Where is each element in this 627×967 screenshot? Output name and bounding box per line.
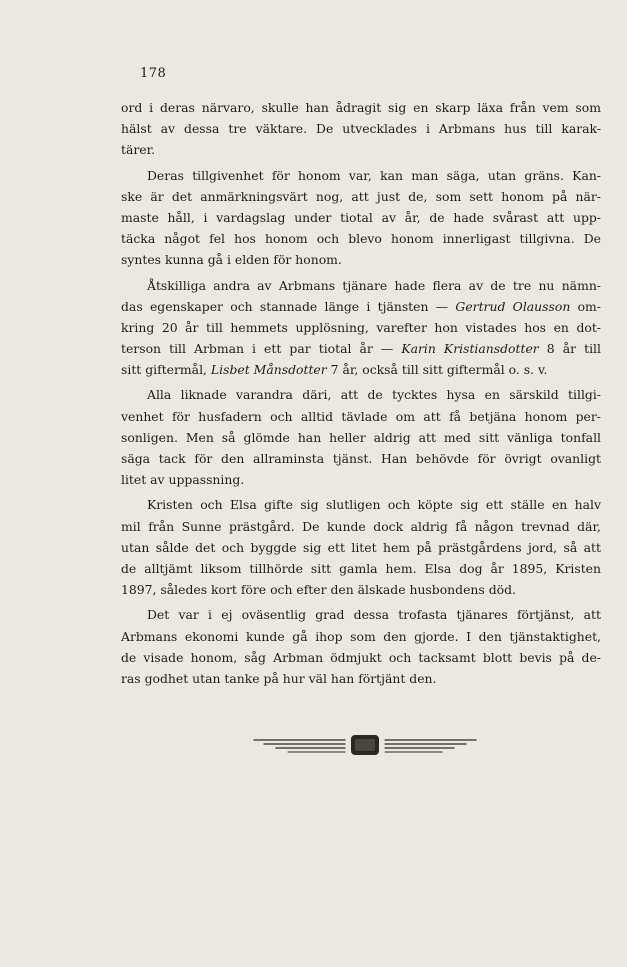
text-line [121, 207, 601, 228]
text-segment: de visade honom, såg Arbman ödmjukt och tacksamt blott bevis på de- [121, 649, 601, 665]
text-line [121, 647, 601, 668]
text-line [121, 427, 601, 448]
text-line [121, 469, 601, 490]
text-line [121, 296, 601, 317]
text-segment: de alltjämt liksom tillhörde sitt gamla hem. Elsa dog år 1895, Kristen [121, 560, 601, 576]
text-segment: hälst av dessa tre väktare. De utvecklades i Arbmans hus till karak- [121, 121, 601, 137]
text-segment: Deras tillgivenhet för honom var, kan man säga, utan gräns. Kan- [147, 167, 601, 183]
person-name: Lisbet Månsdotter [210, 362, 327, 378]
text-line [121, 118, 601, 139]
text-segment: kring 20 år till hemmets upplösning, varefter hon vistades hos en dot- [121, 319, 601, 335]
text-segment: tärer. [121, 142, 156, 158]
text-segment: sitt giftermål, [121, 362, 211, 378]
text-segment: ord i deras närvaro, skulle han ådragit sig en skarp läxa från vem som [121, 100, 601, 115]
text-segment: das egenskaper och stannade länge i tjänsten — [121, 298, 456, 314]
text-segment: utan sålde det och byggde sig ett litet hem på prästgårdens jord, så att [121, 539, 601, 555]
body-text [121, 97, 601, 689]
text-line [121, 558, 601, 579]
text-segment: 1897, således kort före och efter den älskade husbondens död. [121, 582, 516, 598]
page-number: 178 [140, 66, 167, 81]
text-line [121, 165, 601, 186]
ornament-divider-icon [250, 730, 480, 758]
text-line [121, 537, 601, 558]
text-segment: täcka något fel hos honom och blevo honom innerligast tillgivna. De [121, 231, 601, 247]
text-line [121, 275, 601, 296]
text-line [121, 494, 601, 515]
text-segment: mil från Sunne prästgård. De kunde dock aldrig få någon trevnad där, [121, 518, 601, 534]
person-name: Karin Kristiansdotter [401, 341, 539, 357]
text-segment: maste håll, i vardagslag under tiotal av år, de hade svårast att upp- [121, 209, 601, 225]
text-segment: 7 år, också till sitt giftermål o. s. v. [326, 362, 548, 378]
text-segment: syntes kunna gå i elden för honom. [121, 252, 342, 268]
text-line [121, 448, 601, 469]
text-segment: Åtskilliga andra av Arbmans tjänare hade flera av de tre nu nämn- [147, 277, 601, 293]
text-segment: Det var i ej oväsentlig grad dessa trofasta tjänares förtjänst, att [147, 607, 601, 623]
text-segment: ras godhet utan tanke på hur väl han förtjänt den. [121, 670, 437, 686]
text-segment: terson till Arbman i ett par tiotal år — [121, 341, 402, 357]
text-line [121, 626, 601, 647]
text-line [121, 249, 601, 270]
text-segment: ske är det anmärkningsvärt nog, att just de, som sett honom på när- [121, 188, 601, 204]
text-line [121, 668, 601, 689]
text-line [121, 186, 601, 207]
text-line [121, 516, 601, 537]
text-segment: säga tack för den allraminsta tjänst. Han behövde för övrigt ovanligt [121, 451, 601, 466]
text-line [121, 228, 601, 249]
text-segment: sonligen. Men så glömde han heller aldrig att med sitt vänliga tonfall [121, 429, 601, 445]
person-name: Gertrud Olausson [455, 298, 571, 314]
text-line [121, 579, 601, 600]
text-segment: Arbmans ekonomi kunde gå ihop som den gjorde. I den tjänstaktighet, [121, 628, 601, 644]
text-segment: om- [570, 298, 601, 314]
text-line [121, 359, 601, 380]
text-segment: 8 år till [538, 341, 601, 357]
text-line [121, 139, 601, 160]
text-line [121, 338, 601, 359]
text-segment: litet av uppassning. [121, 472, 245, 488]
text-line [121, 384, 601, 405]
text-segment: Alla liknade varandra däri, att de tycktes hysa en särskild tillgi- [147, 387, 601, 403]
text-line [121, 604, 601, 625]
text-line [121, 317, 601, 338]
text-line [121, 406, 601, 427]
text-line [121, 97, 601, 118]
text-segment: venhet för husfadern och alltid tävlade om att få betjäna honom per- [121, 408, 601, 424]
text-segment: Kristen och Elsa gifte sig slutligen och köpte sig ett ställe en halv [147, 497, 601, 513]
